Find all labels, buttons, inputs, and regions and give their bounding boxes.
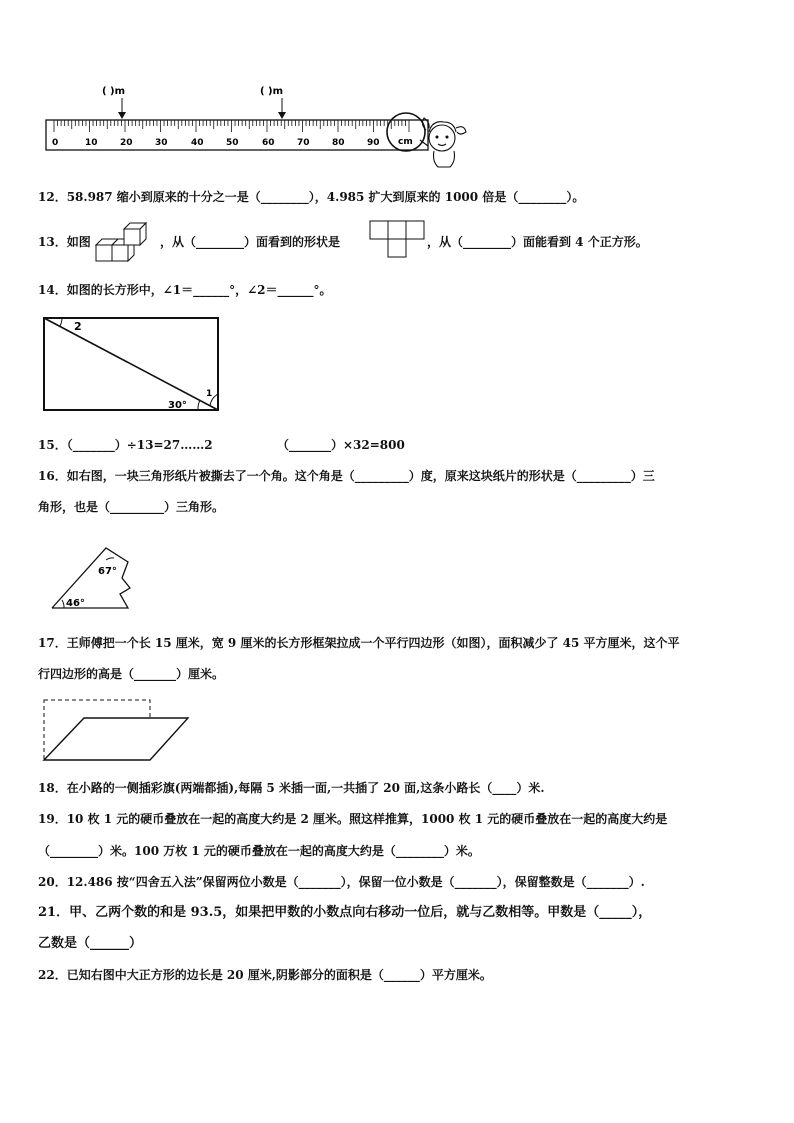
ruler-unit: cm [398, 137, 413, 147]
ruler-tick-80: 80 [332, 138, 345, 148]
question-13-part-b: ，从（________）面看到的形状是 [160, 235, 341, 249]
question-12: 12．58.987 缩小到原来的十分之一是（________），4.985 扩大到原来的 1000 倍是（________）。 [38, 190, 585, 204]
ruler-tick-30: 30 [155, 138, 168, 148]
question-16-line-1: 16．如右图，一块三角形纸片被撕去了一个角。这个角是（_________）度，原来这块纸片的形状是（_________）三 [38, 469, 655, 483]
angle-2-label: 2 [74, 320, 82, 333]
ruler-tick-40: 40 [191, 138, 204, 148]
question-21-line-2: 乙数是（______） [38, 936, 143, 951]
question-22: 22．已知右图中大正方形的边长是 20 厘米,阴影部分的面积是（______）平方厘米。 [38, 968, 492, 982]
question-19-line-1: 19．10 枚 1 元的硬币叠放在一起的高度大约是 2 厘米。照这样推算，1000 枚 1 元的硬币叠放在一起的高度大约是 [38, 812, 668, 826]
ruler-tick-0: 0 [52, 138, 59, 148]
cube-stack-figure [94, 215, 156, 267]
ruler-tick-10: 10 [85, 138, 98, 148]
question-13-part-c: ，从（________）面能看到 4 个正方形。 [427, 235, 648, 249]
question-14: 14．如图的长方形中，∠1＝______°，∠2＝______°。 [38, 283, 332, 297]
ruler-tick-20: 20 [120, 138, 133, 148]
question-17-line-1: 17．王师傅把一个长 15 厘米，宽 9 厘米的长方形框架拉成一个平行四边形（如图），面积减少了 45 平方厘米，这个平 [38, 636, 680, 650]
ruler-tick-50: 50 [226, 138, 239, 148]
rectangle-angle-figure [40, 314, 222, 414]
angle-46-label: 46° [66, 598, 85, 609]
parallelogram-figure [40, 696, 192, 766]
angle-1-label: 1 [206, 389, 213, 399]
question-15-left: 15．（_______）÷13=27……2 [38, 438, 213, 452]
ruler-blank-1: ( )m [102, 86, 126, 97]
question-18: 18．在小路的一侧插彩旗(两端都插),每隔 5 米插一面,一共插了 20 面,这条小路长（____）米. [38, 781, 545, 795]
question-15-right: （_______）×32=800 [277, 438, 405, 452]
ruler-tick-60: 60 [262, 138, 275, 148]
view-shape-figure [368, 219, 428, 261]
ruler-blank-2: ( )m [260, 86, 284, 97]
torn-triangle-figure [48, 540, 138, 612]
ruler-tick-90: 90 [367, 138, 380, 148]
question-13-part-a: 13．如图 [38, 235, 91, 249]
ruler-figure [40, 80, 480, 175]
question-16-line-2: 角形，也是（_________）三角形。 [38, 500, 225, 514]
question-21-line-1: 21．甲、乙两个数的和是 93.5，如果把甲数的小数点向右移动一位后，就与乙数相等。甲数是（_____）， [38, 905, 652, 920]
angle-30-label: 30° [168, 400, 187, 411]
question-17-line-2: 行四边形的高是（_______）厘米。 [38, 667, 225, 681]
angle-67-label: 67° [98, 566, 117, 577]
question-19-line-2: （________）米。100 万枚 1 元的硬币叠放在一起的高度大约是（________）米。 [38, 844, 480, 858]
ruler-tick-70: 70 [297, 138, 310, 148]
question-20: 20．12.486 按“四舍五入法”保留两位小数是（_______），保留一位小数是（_______），保留整数是（_______）. [38, 875, 645, 889]
